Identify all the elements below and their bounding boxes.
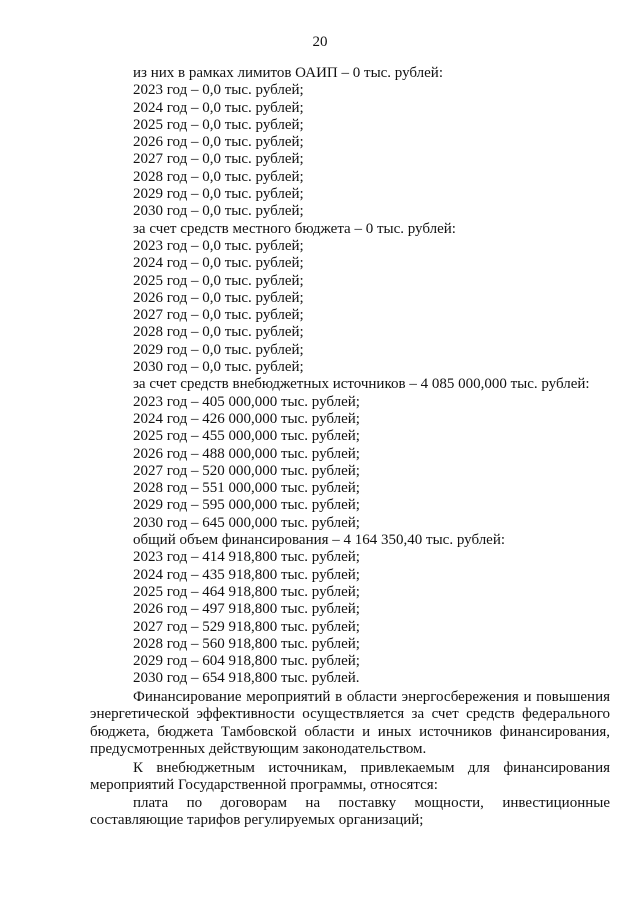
list-line: 2025 год – 455 000,000 тыс. рублей;: [133, 428, 360, 445]
page-number: 20: [312, 34, 328, 50]
financing-paragraph: Финансирование мероприятий в области энергосбережения и повышения энергетической эффективности осуществляется за счет средств федерального бюджета, бюджета Тамбовской области и иных источников финансирования, предусмотренных действующим законодательством.: [90, 689, 610, 758]
list-line: 2023 год – 405 000,000 тыс. рублей;: [133, 393, 360, 410]
list-line: 2030 год – 645 000,000 тыс. рублей;: [133, 514, 360, 531]
list-line: 2030 год – 0,0 тыс. рублей;: [133, 203, 304, 220]
list-line: 2029 год – 0,0 тыс. рублей;: [133, 341, 304, 358]
extrabudgetary-paragraph: К внебюджетным источникам, привлекаемым для финансирования мероприятий Государственной программы, относятся:: [90, 760, 610, 794]
list-line: 2028 год – 560 918,800 тыс. рублей;: [133, 635, 360, 652]
list-line: общий объем финансирования – 4 164 350,40 тыс. рублей:: [133, 532, 506, 549]
list-line: 2029 год – 595 000,000 тыс. рублей;: [133, 497, 360, 514]
list-line: 2024 год – 0,0 тыс. рублей;: [133, 99, 304, 116]
list-line: 2028 год – 0,0 тыс. рублей;: [133, 168, 304, 185]
list-line: 2023 год – 414 918,800 тыс. рублей;: [133, 549, 360, 566]
payment-paragraph: плата по договорам на поставку мощности, инвестиционные составляющие тарифов регулируемых организаций;: [90, 795, 610, 829]
list-line: 2025 год – 0,0 тыс. рублей;: [133, 116, 304, 133]
list-line: 2023 год – 0,0 тыс. рублей;: [133, 82, 304, 99]
funding-list: [133, 65, 613, 688]
list-line: 2026 год – 488 000,000 тыс. рублей;: [133, 445, 360, 462]
list-line: 2023 год – 0,0 тыс. рублей;: [133, 237, 304, 254]
list-line: 2026 год – 0,0 тыс. рублей;: [133, 289, 304, 306]
list-line: за счет средств местного бюджета – 0 тыс. рублей:: [133, 220, 456, 237]
list-line: 2024 год – 435 918,800 тыс. рублей;: [133, 566, 360, 583]
list-line: 2028 год – 0,0 тыс. рублей;: [133, 324, 304, 341]
list-line: 2026 год – 0,0 тыс. рублей;: [133, 134, 304, 151]
list-line: 2029 год – 604 918,800 тыс. рублей;: [133, 653, 360, 670]
list-line: 2024 год – 0,0 тыс. рублей;: [133, 255, 304, 272]
list-line: 2028 год – 551 000,000 тыс. рублей;: [133, 480, 360, 497]
list-line: 2025 год – 464 918,800 тыс. рублей;: [133, 583, 360, 600]
list-line: 2025 год – 0,0 тыс. рублей;: [133, 272, 304, 289]
list-line: 2029 год – 0,0 тыс. рублей;: [133, 186, 304, 203]
list-line: 2027 год – 0,0 тыс. рублей;: [133, 151, 304, 168]
list-line: за счет средств внебюджетных источников – 4 085 000,000 тыс. рублей:: [133, 376, 590, 393]
list-line: 2030 год – 0,0 тыс. рублей;: [133, 359, 304, 376]
list-line: 2027 год – 520 000,000 тыс. рублей;: [133, 462, 360, 479]
list-line: 2024 год – 426 000,000 тыс. рублей;: [133, 410, 360, 427]
list-line: 2027 год – 0,0 тыс. рублей;: [133, 307, 304, 324]
list-line: из них в рамках лимитов ОАИП – 0 тыс. рублей:: [133, 65, 444, 81]
list-line: 2027 год – 529 918,800 тыс. рублей;: [133, 618, 360, 635]
list-line: 2030 год – 654 918,800 тыс. рублей.: [133, 670, 360, 687]
list-line: 2026 год – 497 918,800 тыс. рублей;: [133, 601, 360, 618]
